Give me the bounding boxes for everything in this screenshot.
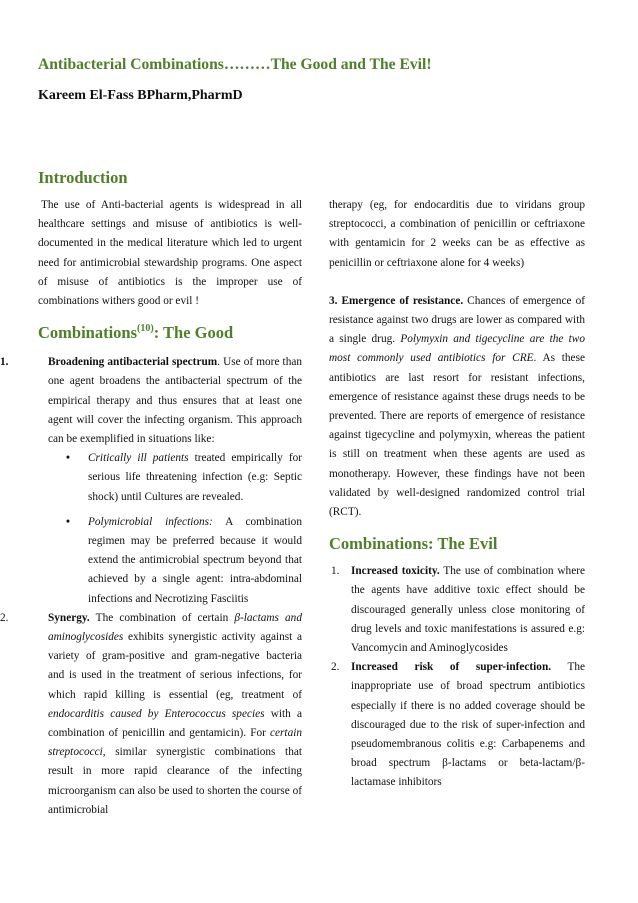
good-item-3-text-1: Chances of emergence of resistance against two drugs are lower as compared with a single drug.: [329, 294, 585, 346]
good-item-3: [329, 292, 585, 522]
good-item-2-italic-3: certain streptococci: [48, 727, 302, 759]
evil-list: [329, 562, 585, 792]
document-title: Antibacterial Combinations………The Good and The Evil!: [38, 56, 432, 73]
good-item-2: [0, 609, 303, 820]
bullet-text: treated empirically for serious life threatening infection (e.g: Septic shock) until Cultures are revealed.: [88, 452, 302, 503]
good-item-1-bullets: [66, 449, 302, 609]
good-heading-text: Combinations: [38, 323, 138, 343]
evil-item: [331, 658, 586, 792]
good-item-2-label: Synergy.: [48, 611, 90, 624]
evil-item-text: The inappropriate use of broad spectrum antibiotics especially if there is no added coverage should be discouraged due to the risk of super-infection and pseudomembranous colitis e.g: Carbapenems and broad spectrum β-lactams or beta-lactam/β-lactamase inhibitors: [351, 661, 586, 789]
evil-item-number: 1.: [331, 565, 340, 578]
bullet-dot: •: [66, 515, 70, 528]
good-item-1-number: 1.: [0, 356, 9, 369]
good-item-3-text-2: . As these antibiotics are last resort for resistant infections, emergence of resistance against these drugs needs to be prevented. There are reports of emergence of resistance against tigecycline and polymyxin, whereas the patient is still on treatment when these agents are used as monotherapy. However, these findings have not been validated by well-designed randomized control trial (RCT).: [329, 352, 585, 519]
good-item-2-number: 2.: [0, 611, 9, 624]
left-column: [0, 196, 303, 820]
good-item-2-italic-2: endocarditis caused by Enterococcus species: [48, 707, 265, 720]
introduction-paragraph: The use of Anti-bacterial agents is widespread in all healthcare settings and misuse of antibiotics is well-documented in the medical literature which led to urgent need for antimicrobial stewardship programs. One aspect of misuse of antibiotics is the improper use of combinations withers good or evil !: [38, 199, 302, 308]
evil-item-label: Increased toxicity.: [351, 565, 440, 578]
evil-item-number: 2.: [331, 661, 340, 674]
good-heading-suffix: : The Good: [153, 323, 234, 343]
good-list: [0, 353, 303, 820]
good-item-1: [0, 353, 303, 609]
evil-heading: Combinations: The Evil: [329, 534, 498, 554]
bullet-label: Critically ill patients: [88, 452, 189, 465]
evil-item-label: Increased risk of super-infection.: [351, 661, 552, 674]
bullet-label: Polymicrobial infections:: [88, 515, 213, 528]
bullet-item: [66, 513, 302, 609]
good-item-2-italic-1: β-lactams and aminoglycosides: [48, 611, 302, 644]
good-item-2-text-4: , similar synergistic combinations that result in more rapid clearance of the infecting microorganism can also be used to shorten the course of antimicrobial: [48, 746, 302, 816]
good-item-3-italic: Polymyxin and tigecycline are the two most commonly used antibiotics for CRE: [329, 333, 585, 365]
good-item-3-label: 3. Emergence of resistance.: [329, 294, 464, 307]
author-line: Kareem El-Fass BPharm,PharmD: [38, 88, 243, 103]
good-item-2-text-1: The combination of certain: [89, 611, 235, 624]
good-item-2-text-2: exhibits synergistic activity against a variety of gram-positive and gram-negative bacteria and is used in the treatment of serious infections, for which rapid killing is essential (eg, treatment of: [48, 631, 302, 701]
good-item-2-text-3: with a combination of penicillin and gentamicin). For: [48, 707, 303, 740]
right-column: [329, 196, 585, 793]
good-item-1-label: Broadening antibacterial spectrum: [48, 356, 218, 369]
good-heading: [38, 323, 302, 343]
bullet-text: A combination regimen may be preferred because it would extend the antimicrobial spectrum beyond that achieved by a single agent: intra-abdominal infections and Necrotizing Fasciitis: [88, 515, 302, 605]
continuation-paragraph: therapy (eg, for endocarditis due to viridans group streptococci, a combination of penicillin or ceftriaxone with gentamicin for 2 weeks can be as effective as penicillin or ceftriaxone alone for 4 weeks): [329, 199, 585, 269]
introduction-heading: Introduction: [38, 168, 128, 187]
evil-item: [331, 562, 585, 658]
good-heading-ref: (10): [137, 323, 154, 335]
good-item-1-text: . Use of more than one agent broadens the antibacterial spectrum of the empirical therapy and thus ensures that at least one agent will cover the infecting organism. This approach can be exemplified in situations like:: [48, 356, 303, 446]
bullet-dot: •: [66, 452, 70, 465]
bullet-item: [66, 449, 302, 507]
evil-item-text: The use of combination where the agents have additive toxic effect should be discouraged generally unless close monitoring of drug levels and toxic manifestations is assured e.g: Vancomycin and Aminoglycosides: [351, 565, 585, 655]
